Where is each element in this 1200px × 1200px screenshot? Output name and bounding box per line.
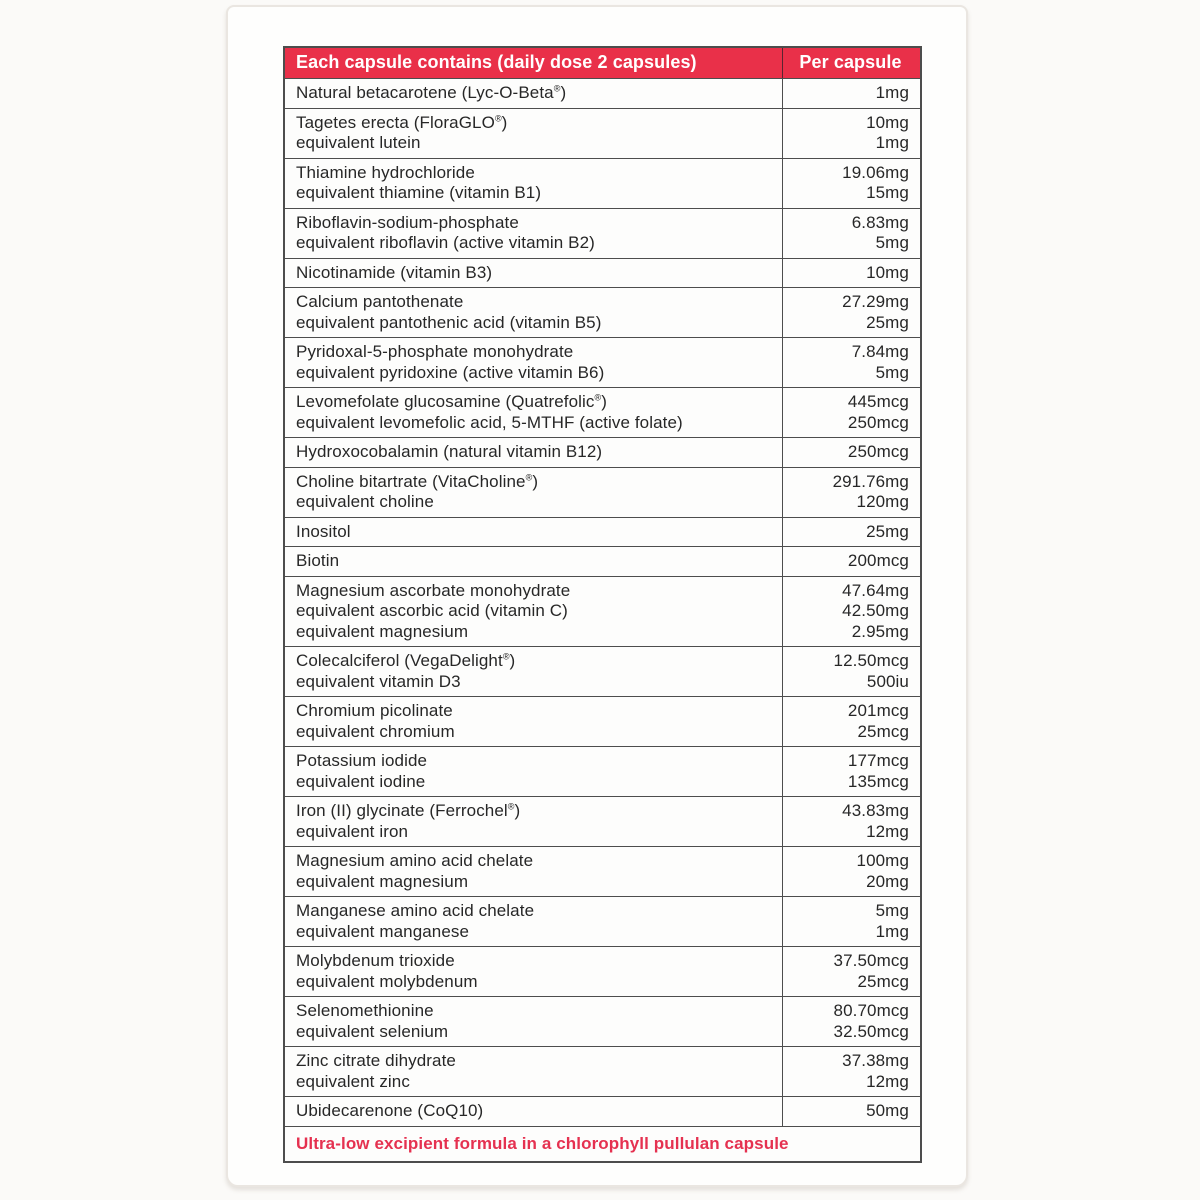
amount-cell (782, 797, 920, 846)
header-ingredient-cell (285, 48, 782, 78)
ingredient-cell (285, 577, 782, 647)
amount-line: 37.50mcg (833, 951, 909, 970)
ingredient-cell (285, 338, 782, 387)
table-footer-row (285, 1126, 920, 1161)
ingredient-line: equivalent zinc (296, 1071, 410, 1091)
ingredient-cell (285, 159, 782, 208)
ingredient-cell (285, 747, 782, 796)
ingredient-line: Thiamine hydrochloride (296, 162, 475, 182)
ingredient-line: equivalent magnesium (296, 621, 469, 641)
amount-line: 1mg (875, 133, 909, 152)
ingredient-line: Ubidecarenone (CoQ10) (296, 1101, 484, 1120)
amount-line: 25mg (866, 521, 909, 541)
amount-line: 5mg (875, 901, 909, 920)
amount-line: 500iu (866, 671, 909, 691)
table-row (285, 517, 920, 547)
ingredient-cell (285, 468, 782, 517)
table-row (285, 796, 920, 846)
ingredient-line: Pyridoxal-5-phosphate monohydrate (296, 342, 574, 361)
amount-line: 1mg (875, 921, 909, 941)
table-row (285, 287, 920, 337)
amount-line: 32.50mcg (833, 1021, 909, 1041)
ingredient-line: Biotin (296, 551, 340, 570)
footer-note-cell (285, 1127, 920, 1161)
amount-line: 20mg (866, 871, 909, 891)
table-row (285, 208, 920, 258)
ingredient-line: Selenomethionine (296, 1001, 434, 1020)
amount-line: 25mcg (857, 721, 909, 741)
amount-cell (782, 697, 920, 746)
table-row (285, 467, 920, 517)
amount-line: 15mg (866, 183, 909, 202)
ingredient-line: equivalent chromium (296, 721, 455, 741)
ingredient-line: equivalent magnesium (296, 871, 469, 891)
amount-cell (782, 947, 920, 996)
amount-line: 120mg (856, 492, 909, 511)
ingredient-cell (285, 997, 782, 1046)
ingredient-line: Magnesium amino acid chelate (296, 851, 534, 870)
ingredient-line: Potassium iodide (296, 751, 428, 770)
amount-line: 25mcg (857, 971, 909, 991)
amount-line: 2.95mg (851, 621, 909, 641)
ingredient-line: equivalent levomefolic acid, 5-MTHF (active folate) (296, 412, 683, 432)
amount-line: 100mg (856, 851, 909, 870)
table-row (285, 108, 920, 158)
amount-line: 12.50mcg (833, 651, 909, 670)
supplement-facts-table (283, 46, 922, 1163)
table-row (285, 546, 920, 576)
ingredient-cell (285, 697, 782, 746)
amount-line: 12mg (866, 821, 909, 841)
ingredient-line: Iron (II) glycinate (Ferrochel®) (296, 801, 521, 820)
amount-line: 80.70mcg (833, 1001, 909, 1020)
amount-cell (782, 647, 920, 696)
ingredient-line: equivalent iodine (296, 771, 426, 791)
footer-note: Ultra-low excipient formula in a chlorophyll pullulan capsule (296, 1133, 789, 1153)
amount-line: 5mg (875, 362, 909, 382)
amount-cell (782, 518, 920, 547)
amount-cell (782, 159, 920, 208)
ingredient-cell (285, 518, 782, 547)
ingredient-line: Zinc citrate dihydrate (296, 1051, 456, 1070)
ingredient-cell (285, 259, 782, 288)
amount-line: 37.38mg (842, 1051, 909, 1070)
amount-line: 12mg (866, 1071, 909, 1091)
ingredient-cell (285, 947, 782, 996)
table-row (285, 646, 920, 696)
table-row (285, 1046, 920, 1096)
package-panel (226, 5, 968, 1187)
ingredient-line: Tagetes erecta (FloraGLO®) (296, 112, 508, 132)
ingredient-cell (285, 1047, 782, 1096)
ingredient-line: equivalent pantothenic acid (vitamin B5) (296, 312, 602, 332)
amount-cell (782, 288, 920, 337)
amount-cell (782, 109, 920, 158)
table-row (285, 78, 920, 108)
ingredient-cell (285, 547, 782, 576)
header-ingredient-label: Each capsule contains (daily dose 2 capsules) (296, 52, 697, 72)
ingredient-cell (285, 388, 782, 437)
table-row (285, 258, 920, 288)
amount-line: 291.76mg (832, 471, 909, 491)
amount-line: 250mcg (847, 412, 909, 432)
ingredient-line: equivalent vitamin D3 (296, 671, 461, 691)
amount-cell (782, 388, 920, 437)
table-header-row (285, 48, 920, 78)
ingredient-cell (285, 209, 782, 258)
ingredient-line: equivalent lutein (296, 133, 421, 152)
amount-line: 10mg (866, 262, 909, 282)
ingredient-line: Hydroxocobalamin (natural vitamin B12) (296, 442, 603, 461)
ingredient-cell (285, 847, 782, 896)
amount-cell (782, 847, 920, 896)
ingredient-line: equivalent riboflavin (active vitamin B2) (296, 233, 595, 252)
amount-line: 200mcg (847, 551, 909, 570)
amount-line: 135mcg (847, 771, 909, 791)
ingredient-cell (285, 647, 782, 696)
header-amount-label: Per capsule (799, 52, 902, 72)
ingredient-line: Riboflavin-sodium-phosphate (296, 212, 519, 232)
table-row (285, 158, 920, 208)
amount-line: 6.83mg (851, 212, 909, 232)
amount-cell (782, 897, 920, 946)
ingredient-line: equivalent molybdenum (296, 971, 478, 991)
ingredient-line: equivalent selenium (296, 1021, 449, 1041)
table-row (285, 437, 920, 467)
amount-cell (782, 259, 920, 288)
amount-line: 25mg (866, 312, 909, 332)
table-row (285, 746, 920, 796)
amount-line: 1mg (875, 83, 909, 102)
amount-line: 201mcg (847, 701, 909, 720)
ingredient-line: Nicotinamide (vitamin B3) (296, 262, 493, 282)
ingredient-cell (285, 288, 782, 337)
table-row (285, 946, 920, 996)
amount-line: 47.64mg (842, 580, 909, 600)
amount-line: 27.29mg (842, 292, 909, 311)
amount-cell (782, 547, 920, 576)
amount-cell (782, 577, 920, 647)
ingredient-cell (285, 1097, 782, 1126)
ingredient-line: Colecalciferol (VegaDelight®) (296, 651, 516, 670)
amount-line: 445mcg (847, 392, 909, 411)
amount-cell (782, 1047, 920, 1096)
table-row (285, 996, 920, 1046)
ingredient-cell (285, 897, 782, 946)
ingredient-line: Molybdenum trioxide (296, 951, 455, 970)
amount-line: 7.84mg (851, 342, 909, 361)
ingredient-cell (285, 109, 782, 158)
ingredient-line: Chromium picolinate (296, 701, 453, 720)
ingredient-cell (285, 797, 782, 846)
amount-line: 42.50mg (842, 601, 909, 620)
amount-cell (782, 338, 920, 387)
amount-cell (782, 747, 920, 796)
ingredient-line: Magnesium ascorbate monohydrate (296, 580, 571, 600)
ingredient-line: equivalent ascorbic acid (vitamin C) (296, 601, 568, 620)
ingredient-line: Inositol (296, 521, 351, 541)
ingredient-cell (285, 438, 782, 467)
amount-line: 5mg (875, 233, 909, 252)
ingredient-cell (285, 79, 782, 108)
amount-cell (782, 997, 920, 1046)
table-row (285, 576, 920, 647)
ingredient-line: Levomefolate glucosamine (Quatrefolic®) (296, 392, 608, 411)
ingredient-line: equivalent iron (296, 821, 409, 841)
table-row (285, 1096, 920, 1126)
table-row (285, 387, 920, 437)
ingredient-line: equivalent manganese (296, 921, 470, 941)
amount-line: 19.06mg (842, 162, 909, 182)
amount-line: 177mcg (847, 751, 909, 770)
ingredient-line: equivalent pyridoxine (active vitamin B6) (296, 362, 605, 382)
ingredient-line: Manganese amino acid chelate (296, 901, 535, 920)
ingredient-line: equivalent thiamine (vitamin B1) (296, 183, 542, 202)
amount-line: 43.83mg (842, 801, 909, 820)
table-row (285, 846, 920, 896)
table-row (285, 337, 920, 387)
table-body (285, 78, 920, 1126)
amount-cell (782, 209, 920, 258)
amount-line: 10mg (866, 112, 909, 132)
amount-cell (782, 438, 920, 467)
amount-line: 250mcg (847, 442, 909, 461)
ingredient-line: equivalent choline (296, 492, 434, 511)
amount-cell (782, 468, 920, 517)
amount-line: 50mg (866, 1101, 909, 1120)
header-amount-cell (782, 48, 920, 78)
amount-cell (782, 79, 920, 108)
ingredient-line: Natural betacarotene (Lyc-O-Beta®) (296, 83, 567, 102)
ingredient-line: Calcium pantothenate (296, 292, 464, 311)
ingredient-line: Choline bitartrate (VitaCholine®) (296, 471, 539, 491)
table-row (285, 696, 920, 746)
amount-cell (782, 1097, 920, 1126)
table-row (285, 896, 920, 946)
